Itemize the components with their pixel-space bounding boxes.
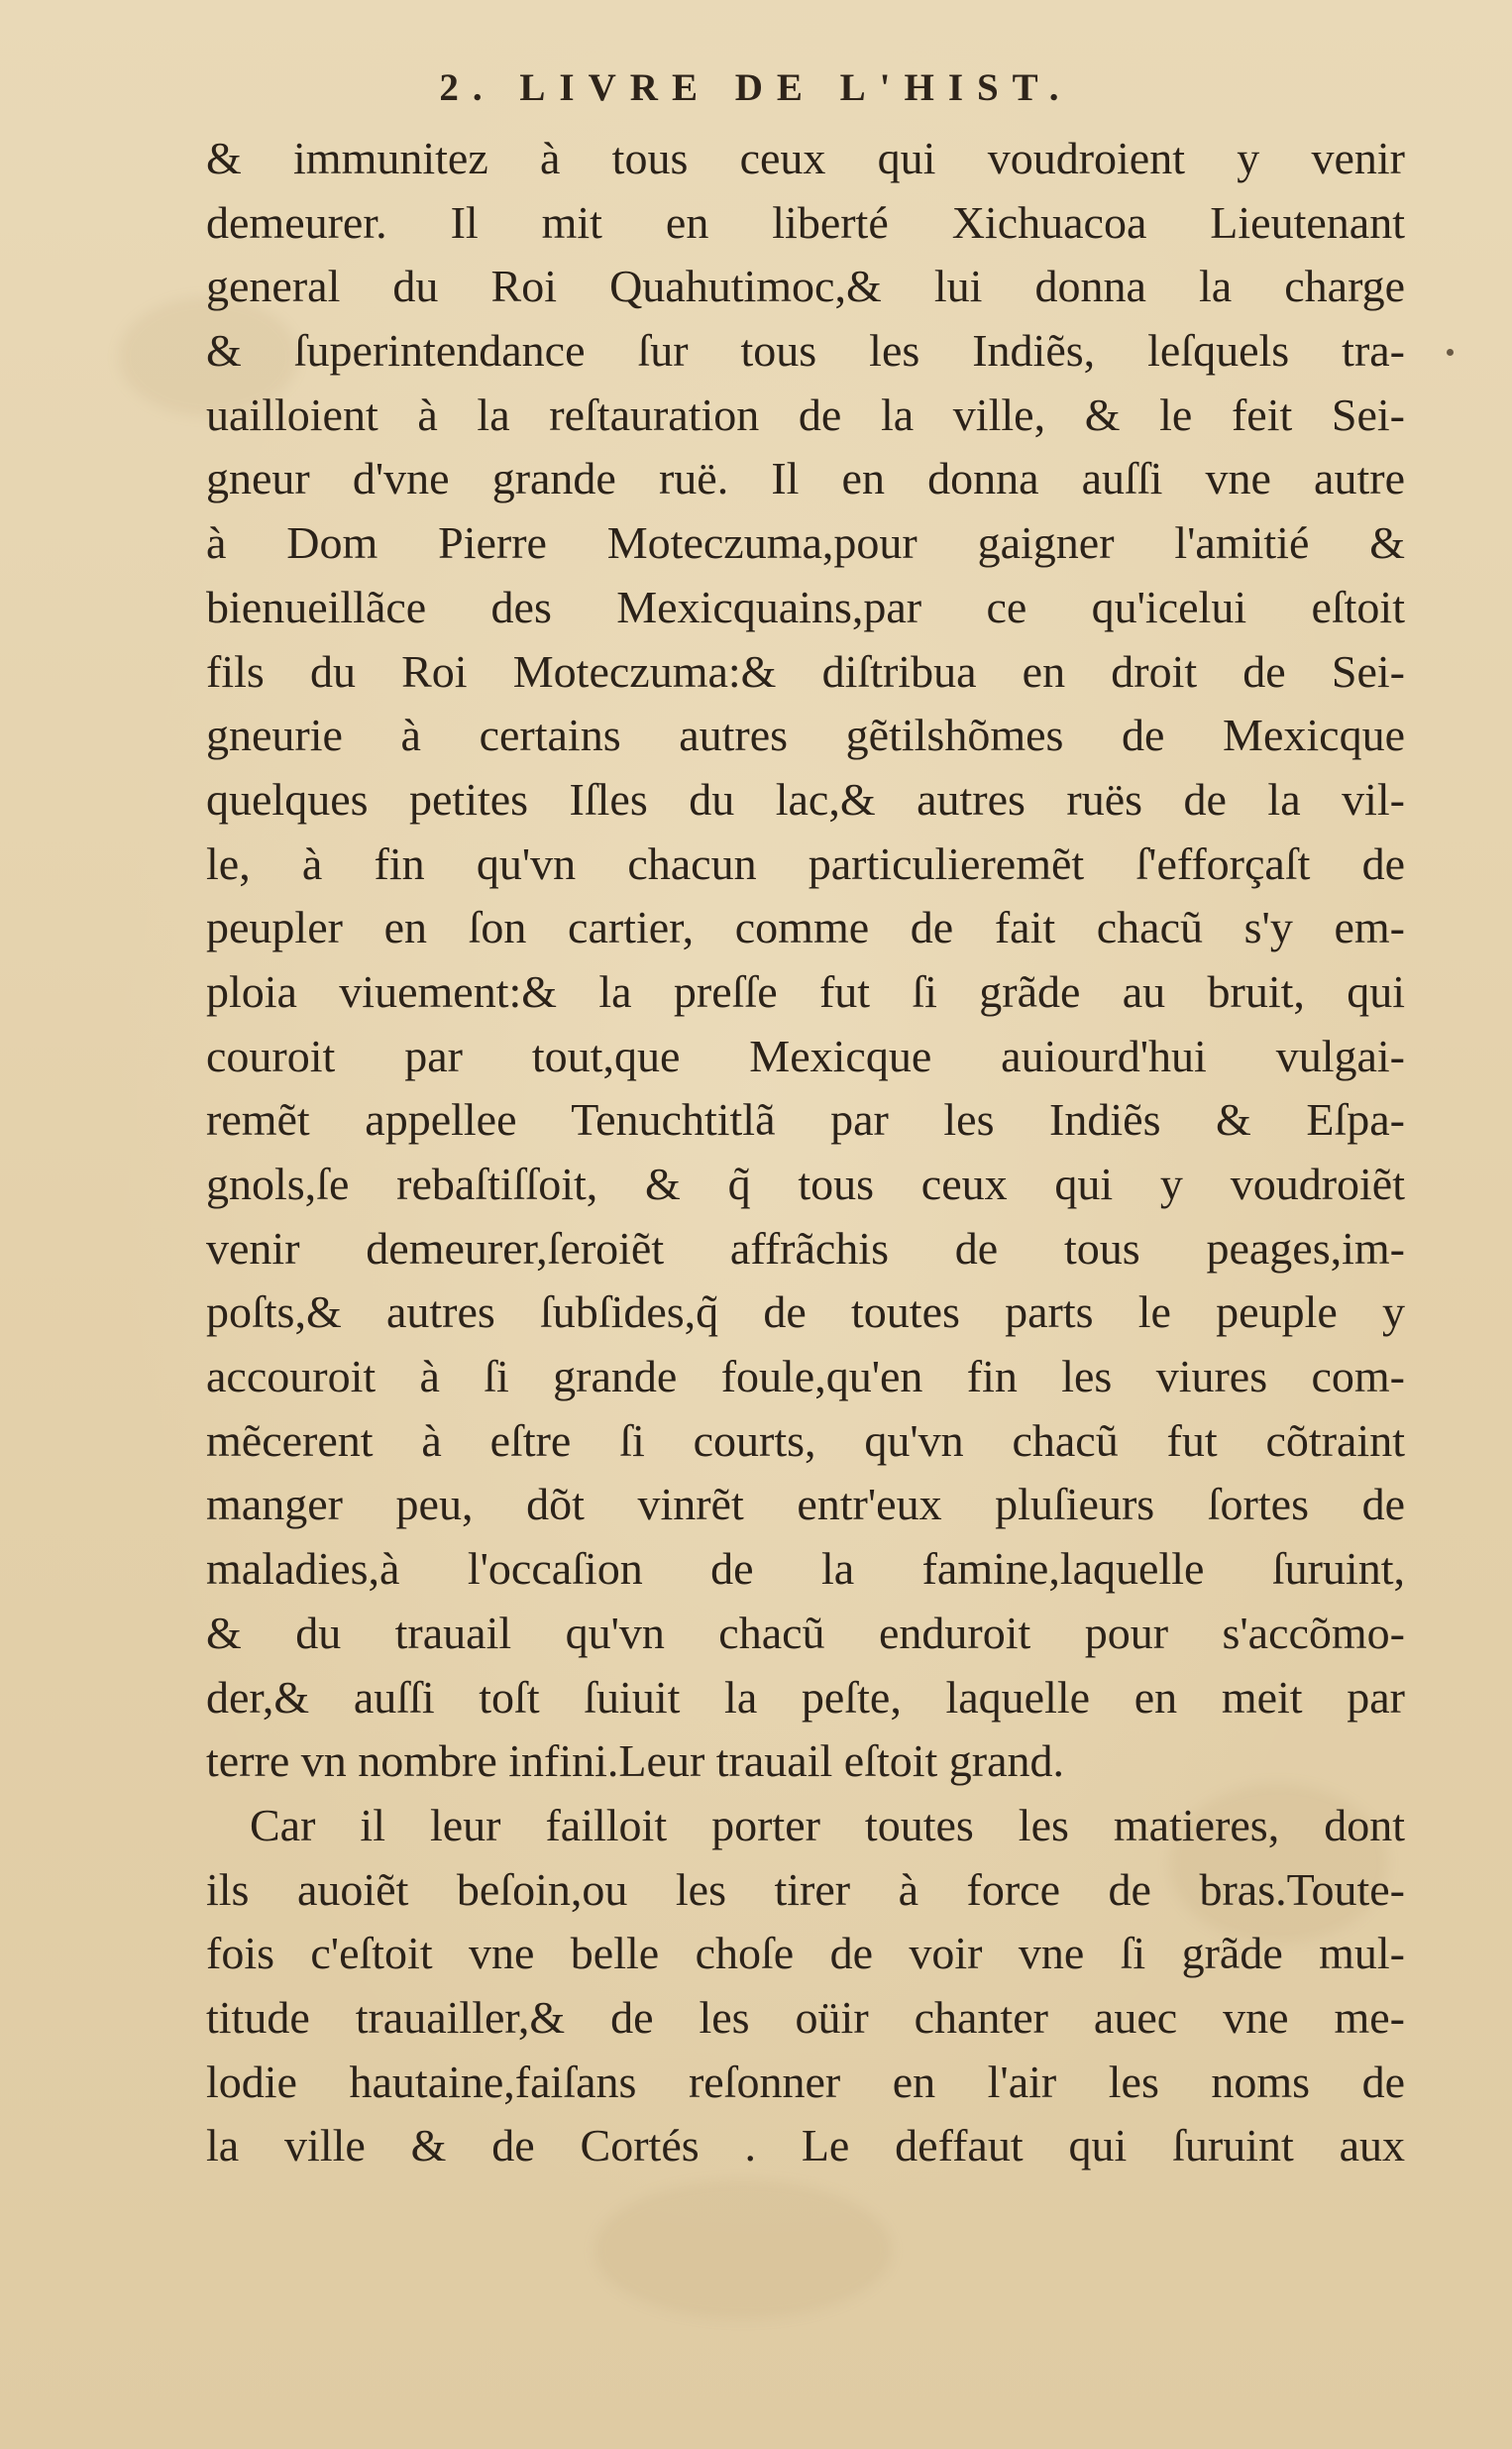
text-line: mẽcerent à eſtre ſi courts, qu'vn chacũ fut cõtraint: [206, 1414, 1405, 1466]
paper-stain: [594, 2180, 892, 2319]
text-line: remẽt appellee Tenuchtitlã par les Indiẽs & Eſpa-: [206, 1094, 1405, 1146]
text-line: lodie hautaine,faiſans reſonner en l'air les noms de: [206, 2056, 1405, 2107]
text-line: le, à fin qu'vn chacun particulieremẽt ſ'efforçaſt de: [206, 837, 1405, 889]
body-text: [206, 127, 1405, 2178]
text-line: gneur d'vne grande ruë. Il en donna auſſi vne autre: [206, 453, 1405, 504]
text-line: la ville & de Cortés . Le deffaut qui ſuruint aux: [206, 2120, 1405, 2171]
text-line: manger peu, dõt vinrẽt entr'eux pluſieurs ſortes de: [206, 1479, 1405, 1530]
text-line: poſts,& autres ſubſides,q̃ de toutes parts le peuple y: [206, 1286, 1405, 1338]
text-line: terre vn nombre infini.Leur trauail eſtoit grand.: [206, 1735, 1065, 1787]
text-line: titude trauailler,& de les oüir chanter auec vne me-: [206, 1991, 1405, 2043]
text-line: gnols,ſe rebaſtiſſoit, & q̃ tous ceux qui y voudroiẽt: [206, 1159, 1405, 1209]
paragraph-start-line: Car il leur failloit porter toutes les matieres, dont: [250, 1799, 1405, 1850]
text-line: gneurie à certains autres gẽtilshõmes de Mexicque: [206, 710, 1405, 761]
text-line: bienueillãce des Mexicquains,par ce qu'icelui eſtoit: [206, 581, 1405, 632]
text-line: general du Roi Quahutimoc,& lui donna la charge: [206, 261, 1405, 312]
text-line: maladies,à l'occaſion de la famine,laquelle ſuruint,: [206, 1543, 1405, 1595]
text-line: ils auoiẽt beſoin,ou les tirer à force de bras.Toute-: [206, 1863, 1405, 1915]
text-line: peupler en ſon cartier, comme de fait chacũ s'y em-: [206, 902, 1405, 953]
text-line: der,& auſſi toſt ſuiuit la peſte, laquelle en meit par: [206, 1671, 1405, 1723]
text-line: à Dom Pierre Moteczuma,pour gaigner l'amitié &: [206, 517, 1405, 569]
text-line: quelques petites Iſles du lac,& autres ruës de la vil-: [206, 773, 1405, 825]
text-line: fois c'eſtoit vne belle choſe de voir vne ſi grãde mul-: [206, 1928, 1405, 1979]
margin-mark: [1447, 349, 1454, 356]
running-header: 2. LIVRE DE L'HIST.: [439, 66, 1073, 109]
text-line: demeurer. Il mit en liberté Xichuacoa Lieutenant: [206, 196, 1405, 248]
text-line: accouroit à ſi grande foule,qu'en fin les viures com-: [206, 1351, 1405, 1402]
text-line: uailloient à la reſtauration de la ville, & le feit Sei-: [206, 389, 1405, 440]
text-line: ploia viuement:& la preſſe fut ſi grãde au bruit, qui: [206, 965, 1405, 1017]
text-line: fils du Roi Moteczuma:& diſtribua en droit de Sei-: [206, 645, 1405, 697]
text-line: couroit par tout,que Mexicque auiourd'hui vulgai-: [206, 1030, 1405, 1081]
text-line: & immunitez à tous ceux qui voudroient y venir: [206, 133, 1405, 183]
text-line: venir demeurer,ſeroiẽt affrãchis de tous peages,im-: [206, 1222, 1405, 1274]
text-line: & du trauail qu'vn chacũ enduroit pour s'accõmo-: [206, 1607, 1405, 1658]
text-line: & ſuperintendance ſur tous les Indiẽs, leſquels tra-: [206, 325, 1405, 377]
